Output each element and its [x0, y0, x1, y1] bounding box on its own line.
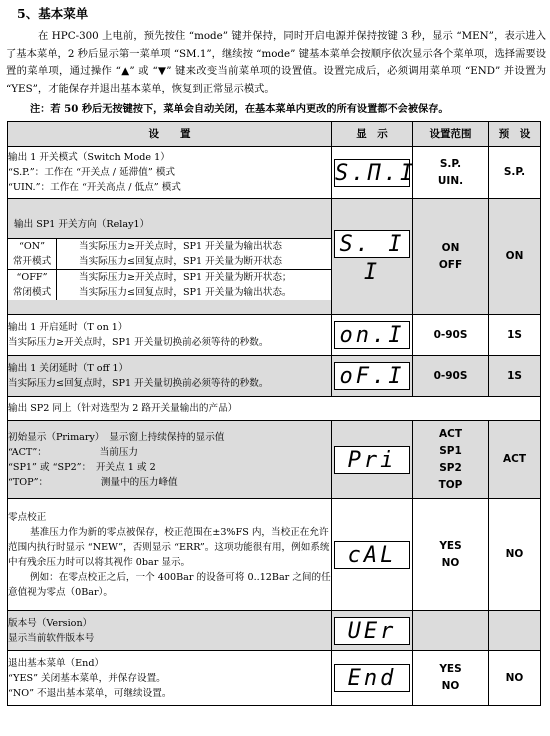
table-row-sm1: [8, 147, 541, 199]
sm1-range-2: UIN.: [437, 174, 464, 187]
pri-line-1: “ACT”： 当前压力: [8, 446, 138, 458]
table-row-pri: [8, 421, 541, 499]
cal-text-1: 基准压力作为新的零点被保存，校正范围在±3%FS 内，当校正在允许范围内执行时显示 “NEW”，否则显示 “ERR”。这项功能很有用，例如系统中有残余压力时可以将其视作 0bar 显示。: [8, 526, 330, 568]
lcd-display-end: End: [334, 664, 410, 692]
header-default: 预 设: [489, 122, 541, 147]
table-row-on1: [8, 315, 541, 356]
sm1-line-2: “UIN.”：工作在 “开关高点 / 低点” 模式: [8, 182, 181, 193]
table-row-cal: [8, 499, 541, 611]
sp2-text: 输出 SP2 同上（针对选型为 2 路开关量输出的产品）: [8, 397, 541, 421]
table-row-sp2: [8, 397, 541, 421]
cal-title: 零点校正: [8, 511, 47, 523]
intro-paragraph: 在 HPC-300 上电前，预先按住 “mode” 键并保持，同时开启电源并保持按键 3 秒，显示 “MEN”，表示进入了基本菜单，2 秒后显示第一菜单项 “SM.1”，继续按 “mode” 键基本菜单会按顺序依次显示各个菜单项，选择需要设置的菜单项，通过操作 “▲” 或 “▼” 键来改变当前菜单项的设置值。设置完成后，必须调用菜单项 “END” 并设置为 “YES”，才能保存并退出基本菜单，恢复到正常显示模式。: [6, 30, 546, 95]
sm1-range-1: S.P.: [439, 157, 462, 170]
section-heading: 5、基本菜单: [17, 6, 89, 21]
on1-default: 1S: [489, 315, 541, 356]
relay1-range-1: ON: [441, 241, 460, 254]
cal-text-2: 例如：在零点校正之后，一个 400Bar 的设备可将 0..12Bar 之间的任意值视为零点（0Bar）。: [8, 571, 331, 598]
end-default: NO: [489, 651, 541, 706]
relay1-off-text-1: 当实际压力≥开关点时，SP1 开关量为断开状态；: [79, 271, 292, 283]
pri-range-3: SP2: [439, 461, 462, 474]
lcd-display-pri: Pri: [334, 446, 410, 474]
table-row-end: [8, 651, 541, 706]
table-row-of1: [8, 356, 541, 397]
lcd-display-of1: oF.I: [334, 362, 410, 390]
pri-title: 初始显示（Primary） 显示窗上持续保持的显示值: [8, 431, 225, 443]
cal-default: NO: [489, 499, 541, 611]
on1-range: 0-90S: [413, 315, 489, 356]
pri-default: ACT: [489, 421, 541, 499]
relay1-off-mode: 常闭模式: [12, 286, 52, 298]
lcd-display-ver: UEr: [334, 617, 410, 645]
table-row-ver: [8, 611, 541, 651]
pri-range-4: TOP: [438, 478, 463, 491]
relay1-on-text-2: 当实际压力≤回复点时，SP1 开关量为断开状态: [79, 255, 282, 267]
of1-title: 输出 1 关闭延时（T off 1）: [8, 363, 129, 374]
end-title: 退出基本菜单（End）: [8, 657, 105, 669]
of1-range: 0-90S: [413, 356, 489, 397]
lcd-display-on1: on.I: [334, 321, 410, 349]
header-settings: 设 置: [8, 122, 332, 147]
header-range: 设置范围: [413, 122, 489, 147]
lcd-display-sm1: S.П.I: [335, 160, 417, 186]
relay1-on-mode: 常开模式: [12, 255, 52, 267]
sm1-title: 输出 1 开关模式（Switch Mode 1）: [8, 152, 170, 163]
on1-title: 输出 1 开启延时（T on 1）: [8, 322, 128, 333]
pri-line-3: “TOP”： 测量中的压力峰值: [8, 476, 178, 488]
cal-range-1: YES: [439, 539, 462, 552]
lcd-display-relay1: S. I I: [334, 230, 410, 258]
end-range-2: NO: [441, 680, 460, 692]
of1-text: 当实际压力≤回复点时，SP1 开关量切换前必须等待的秒数。: [8, 378, 269, 389]
table-header-row: [8, 122, 541, 147]
relay1-range-2: OFF: [438, 258, 463, 271]
cal-range-2: NO: [441, 556, 460, 569]
lcd-display-cal: cAL: [334, 541, 410, 569]
relay1-title: 输出 SP1 开关方向（Relay1）: [14, 218, 150, 230]
of1-default: 1S: [489, 356, 541, 397]
relay1-subtable: [8, 238, 331, 300]
ver-title: 版本号（Version）: [8, 617, 93, 629]
sm1-line-1: “S.P.”：工作在 “开关点 / 延滞值” 模式: [8, 167, 176, 178]
pri-line-2: “SP1” 或 “SP2”： 开关点 1 或 2: [8, 461, 156, 473]
note-text: 注：若 50 秒后无按键按下，菜单会自动关闭，在基本菜单内更改的所有设置都不会被保存。: [30, 103, 449, 115]
relay1-default: ON: [489, 199, 541, 315]
relay1-off-text-2: 当实际压力≤回复点时，SP1 开关量为输出状态。: [79, 286, 292, 298]
pri-range-1: ACT: [439, 427, 462, 440]
ver-text: 显示当前软件版本号: [8, 632, 95, 644]
table-row-relay1: [8, 199, 541, 315]
relay1-off-key: “OFF”: [16, 271, 48, 283]
end-range-1: YES: [439, 663, 462, 675]
basic-menu-table: [7, 121, 541, 706]
relay1-on-key: “ON”: [18, 240, 46, 252]
end-yes-text: “YES” 关闭基本菜单，并保存设置。: [8, 672, 166, 684]
end-no-text: “NO” 不退出基本菜单，可继续设置。: [8, 687, 172, 699]
pri-range-2: SP1: [439, 444, 462, 457]
on1-text: 当实际压力≥开关点时，SP1 开关量切换前必须等待的秒数。: [8, 337, 269, 348]
relay1-on-text-1: 当实际压力≥开关点时，SP1 开关量为输出状态: [79, 240, 282, 252]
header-display: 显 示: [332, 122, 413, 147]
sm1-default: S.P.: [489, 147, 541, 199]
